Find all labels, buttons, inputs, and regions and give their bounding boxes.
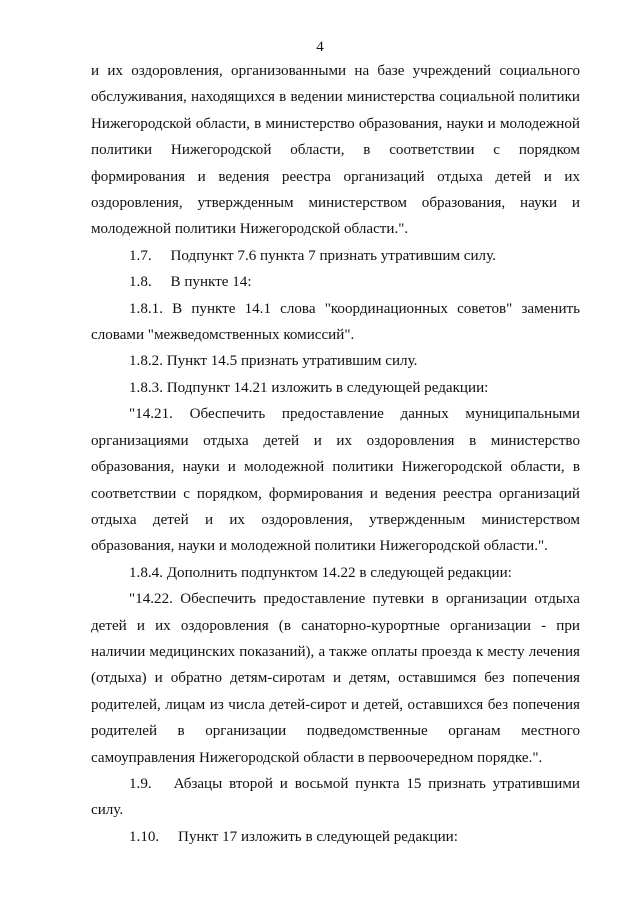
document-body bbox=[91, 58, 580, 850]
paragraph: "14.21. Обеспечить предоставление данных муниципальными организациями отдыха детей и их оздоровления в министерство образования, науки и молодежной политики Нижегородской области, в соответствии с порядком, формирования и ведения реестра организаций отдыха детей и их оздоровления, утвержденным министерством образования, науки и молодежной политики Нижегородской области.". bbox=[91, 406, 580, 555]
paragraph: 1.10. Пункт 17 изложить в следующей редакции: bbox=[129, 828, 458, 845]
paragraph: 1.8.2. Пункт 14.5 признать утратившим силу. bbox=[129, 353, 418, 370]
page-number: 4 bbox=[316, 39, 324, 55]
paragraph: 1.9. Абзацы второй и восьмой пункта 15 признать утратившими силу. bbox=[91, 775, 580, 819]
paragraph: 1.8.3. Подпункт 14.21 изложить в следующей редакции: bbox=[129, 379, 489, 396]
paragraph: 1.7. Подпункт 7.6 пункта 7 признать утратившим силу. bbox=[129, 247, 496, 264]
paragraph: 1.8. В пункте 14: bbox=[129, 274, 252, 291]
paragraph: "14.22. Обеспечить предоставление путевки в организации отдыха детей и их оздоровления (в санаторно-курортные организации - при наличии медицинских показаний), а также оплаты проезда к месту лечения (отдыха) и обратно детям-сиротам и детям, оставшимся без попечения родителей, лицам из числа детей-сирот и детей, оставшихся без попечения родителей в организации подведомственные органам местного самоуправления Нижегородской области в первоочередном порядке.". bbox=[91, 591, 580, 766]
paragraph: 1.8.4. Дополнить подпунктом 14.22 в следующей редакции: bbox=[129, 564, 512, 581]
paragraph: 1.8.1. В пункте 14.1 слова "координационных советов" заменить словами "межведомственных комиссий". bbox=[91, 300, 580, 344]
paragraph: и их оздоровления, организованными на базе учреждений социального обслуживания, находящихся в ведении министерства социальной политики Нижегородской области, в министерство образования, науки и молодежной политики Нижегородской области, в соответствии с порядком формирования и ведения реестра организаций отдыха детей и их оздоровления, утвержденным министерством образования, науки и молодежной политики Нижегородской области.". bbox=[91, 63, 580, 238]
